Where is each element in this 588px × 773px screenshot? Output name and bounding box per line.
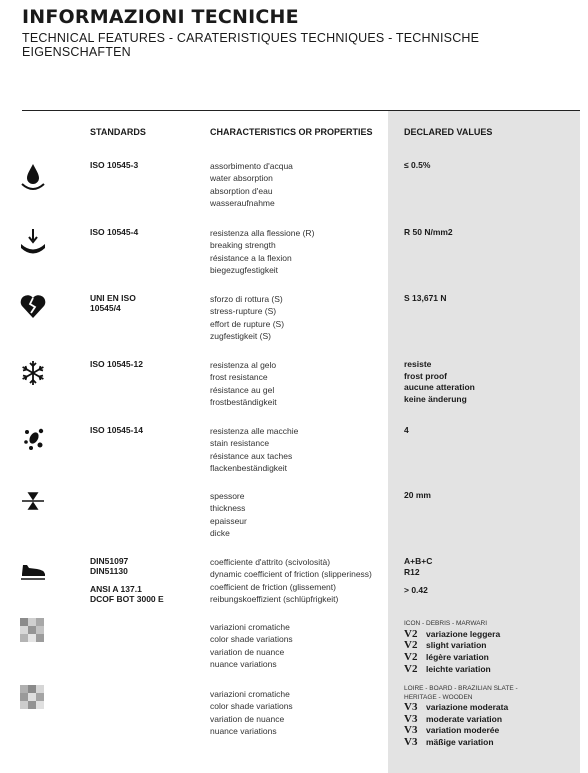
value-cell: R 50 N/mm2 — [404, 227, 453, 237]
value-cell: S 13,671 N — [404, 293, 447, 303]
properties-cell: coefficiente d'attrito (scivolosità) dynamic coefficient of friction (slipperiness) coefficient de friction (glissement) reibungskoeffizient (schlüpfrigkeit) — [210, 557, 372, 604]
properties-cell: assorbimento d'acqua water absorption absorption d'eau wasseraufnahme — [210, 161, 293, 208]
thickness-icon — [18, 486, 48, 516]
broken-heart-icon — [18, 291, 48, 321]
column-header-declared-values: DECLARED VALUES — [404, 127, 493, 137]
properties-cell: resistenza al gelo frost resistance résistance au gel frostbeständigkeit — [210, 360, 277, 407]
column-header-standards: STANDARDS — [90, 127, 146, 137]
standard-cell: UNI EN ISO 10545/4 — [90, 293, 136, 313]
value-cell: resiste frost proof aucune atteration keine änderung — [404, 359, 475, 404]
snowflake-icon — [18, 358, 48, 388]
shade-value-cell: LOIRE - BOARD - BRAZILIAN SLATE - HERITAGE - WOODEN V3 variazione moderata V3 moderate variation V3 variation moderée V3 mäßige variation — [404, 685, 518, 749]
column-header-characteristics: CHARACTERISTICS OR PROPERTIES — [210, 127, 373, 137]
value-cell: A+B+C R12 > 0.42 — [404, 556, 433, 595]
properties-cell: spessore thickness epaisseur dicke — [210, 491, 247, 538]
standard-cell: ISO 10545-3 — [90, 160, 139, 170]
standard-cell: DIN51097 DIN51130 ANSI A 137.1 DCOF BOT 3000 E — [90, 556, 164, 604]
stain-splash-icon — [18, 424, 48, 454]
value-cell: 20 mm — [404, 490, 431, 500]
breaking-strength-icon — [18, 227, 48, 257]
shade-variation-icon — [20, 618, 44, 642]
properties-cell: variazioni cromatiche color shade variations variation de nuance nuance variations — [210, 622, 293, 669]
properties-cell: resistenza alle macchie stain resistance résistance aux taches flackenbeständigkeit — [210, 426, 299, 473]
shade-variation-icon — [20, 685, 44, 709]
properties-cell: resistenza alla flessione (R) breaking strength résistance a la flexion biegezugfestigkeit — [210, 228, 315, 275]
water-drop-icon — [18, 162, 48, 192]
properties-cell: sforzo di rottura (S) stress-rupture (S) effort de rupture (S) zugfestigkeit (S) — [210, 294, 285, 341]
standard-cell: ISO 10545-4 — [90, 227, 139, 237]
standard-cell: ISO 10545-14 — [90, 425, 143, 435]
standard-cell: ISO 10545-12 — [90, 359, 143, 369]
properties-cell: variazioni cromatiche color shade variations variation de nuance nuance variations — [210, 689, 293, 736]
page-subtitle: TECHNICAL FEATURES - CARATERISTIQUES TECHNIQUES - TECHNISCHE EIGENSCHAFTEN — [22, 31, 480, 59]
page-title: INFORMAZIONI TECNICHE — [22, 6, 299, 28]
value-cell: 4 — [404, 425, 409, 435]
shade-value-cell: ICON - DEBRIS - MARWARI V2 variazione leggera V2 slight variation V2 légère variation V2 leichte variation — [404, 620, 501, 675]
shoe-slip-icon — [18, 554, 48, 584]
header-divider — [22, 110, 580, 111]
value-cell: ≤ 0.5% — [404, 160, 431, 170]
